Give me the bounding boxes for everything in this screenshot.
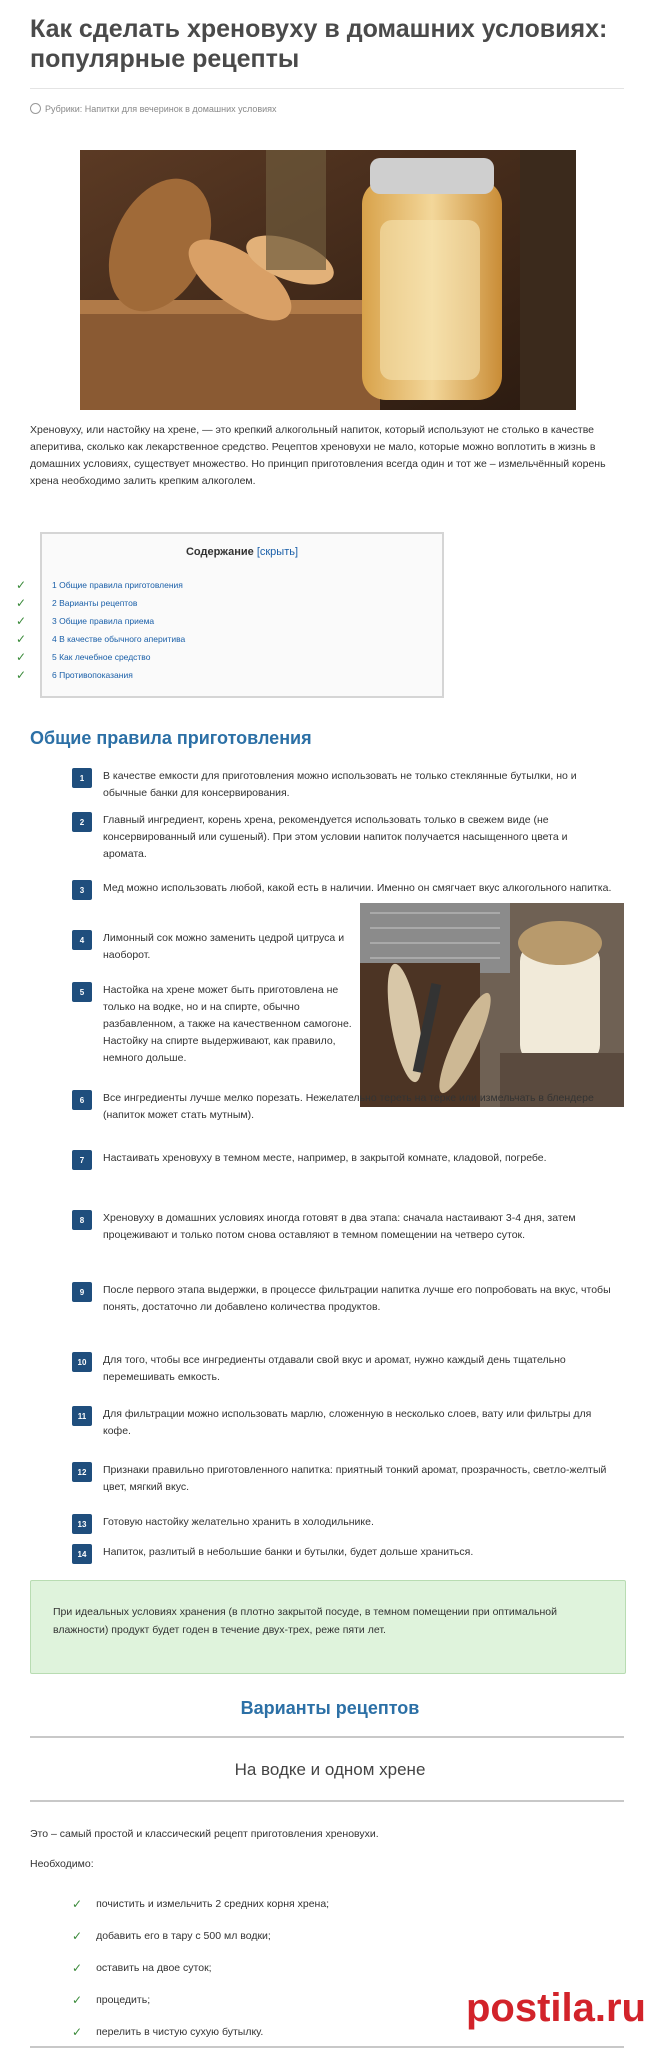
recipe-subheading: На водке и одном хрене: [234, 1760, 426, 1779]
toc-item-label[interactable]: 2 Варианты рецептов: [52, 598, 138, 608]
numbered-step: [72, 812, 612, 863]
divider: [30, 88, 624, 89]
toc-item-label[interactable]: 3 Общие правила приема: [52, 616, 155, 626]
numbered-step: [72, 1352, 612, 1386]
divider: [30, 2046, 624, 2048]
watermark-logo: postila.ru: [465, 1986, 646, 2030]
list-item-text: перелить в чистую сухую бутылку.: [96, 2026, 264, 2038]
check-icon: ✓: [16, 578, 27, 592]
step-number: 7: [72, 1150, 92, 1170]
step-text: Главный ингредиент, корень хрена, рекомендуется использовать только в свежем виде (не консервированный или сушеный). При этом условии напиток получается насыщенного цвета и аромата.: [103, 814, 568, 860]
list-item: [72, 1920, 329, 1952]
numbered-step: [72, 1462, 612, 1496]
step-number: 1: [72, 768, 92, 788]
list-item-text: оставить на двое суток;: [96, 1962, 212, 1974]
step-text: Признаки правильно приготовленного напитка: приятный тонкий аромат, прозрачность, светло-желтый цвет, мягкий вкус.: [103, 1464, 607, 1493]
step-number: 12: [72, 1462, 92, 1482]
toc-item[interactable]: [16, 612, 185, 630]
check-icon: ✓: [72, 2025, 83, 2039]
toc-list: [16, 576, 186, 684]
section-heading-variants: Варианты рецептов: [240, 1698, 420, 1718]
numbered-step: [72, 1406, 612, 1440]
toc-item[interactable]: [16, 594, 185, 612]
check-icon: ✓: [16, 596, 27, 610]
clock-icon: [30, 103, 41, 114]
list-item: [72, 1952, 329, 1984]
step-text: Настойка на хрене может быть приготовлена не только на водке, но и на спирте, обычно разбавленном, а также на качественном самогоне. Настойку на спирте выдерживают, как правило, немного дольше.: [103, 984, 352, 1064]
list-item: [72, 1888, 329, 1920]
numbered-step: [72, 1282, 612, 1316]
hero-photo: [80, 150, 576, 410]
toc-item[interactable]: [16, 576, 185, 594]
step-text: Для фильтрации можно использовать марлю, сложенную в несколько слоев, вату или фильтры для кофе.: [103, 1408, 592, 1437]
page-title: Как сделать хреновуху в домашних условиях: популярные рецепты: [30, 15, 608, 73]
recipe-description: Это – самый простой и классический рецепт приготовления хреновухи.: [30, 1828, 379, 1840]
toc-title: [42, 546, 442, 558]
storage-notice: [30, 1580, 626, 1674]
step-number: 10: [72, 1352, 92, 1372]
toc-item-label[interactable]: 5 Как лечебное средство: [52, 652, 151, 662]
section-heading-general: Общие правила приготовления: [30, 728, 312, 748]
check-icon: ✓: [16, 650, 27, 664]
article-category: Рубрики: Напитки для вечеринок в домашних условиях: [45, 103, 277, 114]
step-number: 4: [72, 930, 92, 950]
numbered-step: [72, 1150, 612, 1170]
step-number: 14: [72, 1544, 92, 1564]
numbered-step: [72, 982, 352, 1067]
toc-item[interactable]: [16, 630, 186, 648]
numbered-step: [72, 1544, 612, 1564]
step-text: Настаивать хреновуху в темном месте, например, в закрытой комнате, кладовой, погребе.: [103, 1152, 547, 1164]
check-icon: ✓: [72, 1961, 83, 1975]
horseradish-grater-photo: [360, 903, 624, 1107]
needed-label: Необходимо:: [30, 1858, 94, 1870]
check-icon: ✓: [72, 1993, 83, 2007]
list-item-text: процедить;: [96, 1994, 151, 2006]
step-number: 8: [72, 1210, 92, 1230]
step-text: После первого этапа выдержки, в процессе фильтрации напитка лучше его попробовать на вкус, чтобы понять, достаточно ли добавлено количества продуктов.: [103, 1284, 611, 1313]
article-meta: [30, 103, 277, 114]
step-text: Мед можно использовать любой, какой есть в наличии. Именно он смягчает вкус алкогольного напитка.: [103, 882, 612, 894]
numbered-step: [72, 1210, 612, 1244]
step-text: Готовую настойку желательно хранить в холодильнике.: [103, 1516, 374, 1528]
check-icon: ✓: [72, 1929, 83, 1943]
step-text: Хреновуху в домашних условиях иногда готовят в два этапа: сначала настаивают 3-4 дня, затем процеживают и только потом снова оставляют в темном помещении на четверо суток.: [103, 1212, 576, 1241]
toc-item-label[interactable]: 4 В качестве обычного аперитива: [52, 634, 186, 644]
step-text: Все ингредиенты лучше мелко порезать. Нежелательно тереть на терке или измельчать в блендере (напиток может стать мутным).: [103, 1092, 594, 1121]
list-item: [72, 2016, 329, 2048]
numbered-step: [72, 930, 352, 964]
step-number: 9: [72, 1282, 92, 1302]
step-text: Лимонный сок можно заменить цедрой цитруса и наоборот.: [103, 932, 345, 961]
check-icon: ✓: [16, 668, 27, 682]
list-item-text: почистить и измельчить 2 средних корня хрена;: [96, 1898, 330, 1910]
toc-item[interactable]: [16, 648, 185, 666]
step-text: Для того, чтобы все ингредиенты отдавали свой вкус и аромат, нужно каждый день тщательно перемешивать емкость.: [103, 1354, 566, 1383]
check-icon: ✓: [16, 632, 27, 646]
toc-item-label[interactable]: 6 Противопоказания: [52, 670, 133, 680]
step-number: 11: [72, 1406, 92, 1426]
notice-text: При идеальных условиях хранения (в плотно закрытой посуде, в темном помещении при оптимальной влажности) продукт будет годен в течение двух-трех, реже пяти лет.: [53, 1606, 557, 1636]
toc-item[interactable]: [16, 666, 185, 684]
step-number: 6: [72, 1090, 92, 1110]
step-number: 2: [72, 812, 92, 832]
check-icon: ✓: [72, 1897, 83, 1911]
list-item-text: добавить его в тару с 500 мл водки;: [96, 1930, 271, 1942]
step-text: Напиток, разлитый в небольшие банки и бутылки, будет дольше храниться.: [103, 1546, 474, 1558]
table-of-contents: [16, 532, 444, 698]
step-number: 5: [72, 982, 92, 1002]
step-number: 13: [72, 1514, 92, 1534]
numbered-step: [72, 1090, 612, 1124]
step-text: В качестве емкости для приготовления можно использовать не только стеклянные бутылки, но и обычные банки для консервирования.: [103, 770, 577, 799]
check-icon: ✓: [16, 614, 27, 628]
horseradish-jar-image: [80, 150, 576, 410]
step-number: 3: [72, 880, 92, 900]
toc-toggle-link[interactable]: [скрыть]: [256, 546, 299, 558]
numbered-step: [72, 768, 612, 802]
toc-title-text: Содержание: [185, 546, 254, 558]
list-item: [72, 1984, 329, 2016]
numbered-step: [72, 1514, 612, 1534]
numbered-step: [72, 880, 612, 900]
intro-paragraph: Хреновуху, или настойку на хрене, — это крепкий алкогольный напиток, который используют не столько в качестве аперитива, сколько как лекарственное средство. Рецептов хреновухи не мало, которые можно воплотить в жизнь в домашних условиях, существует множество. Но принцип приготовления всегда один и тот же – измельчённый корень хрена необходимо залить крепким алкоголем.: [30, 424, 606, 487]
divider: [30, 1736, 624, 1738]
ingredients-list: [72, 1888, 329, 2048]
divider: [30, 1800, 624, 1802]
toc-item-label[interactable]: 1 Общие правила приготовления: [52, 580, 183, 590]
horseradish-roots-image: [360, 903, 624, 1107]
